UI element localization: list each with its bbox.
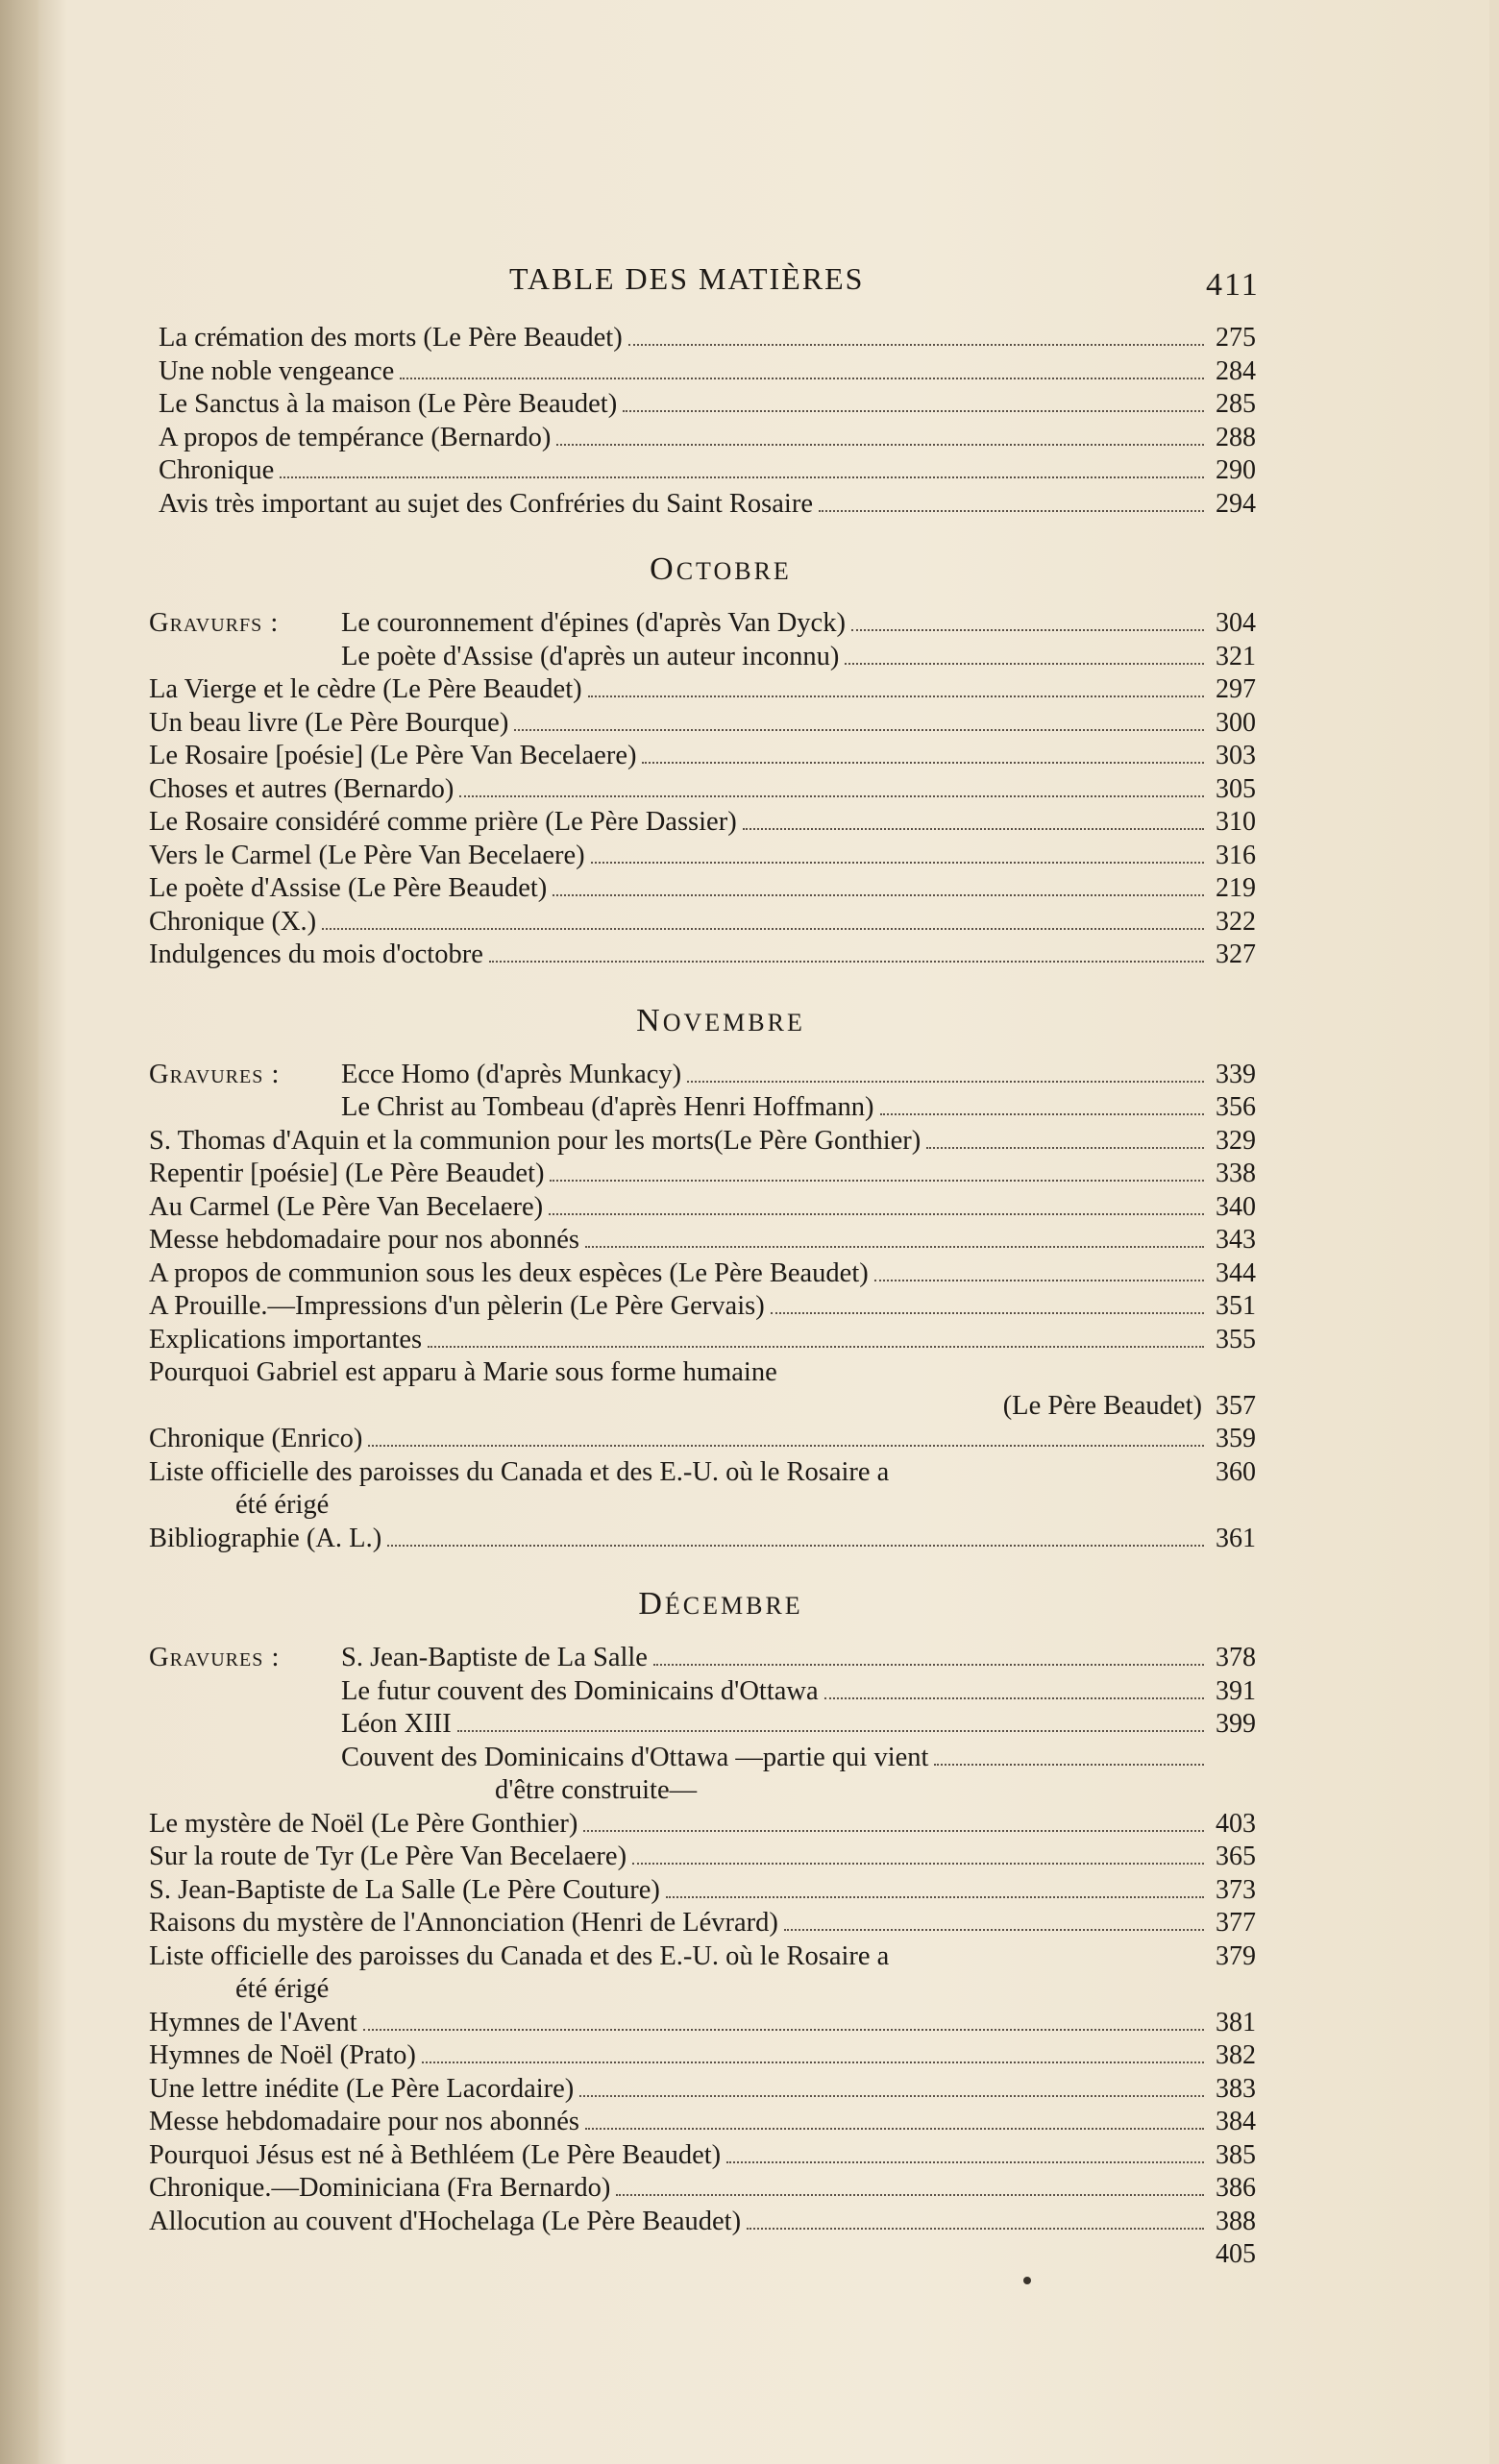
entry-title: Repentir [poésie] (Le Père Beaudet): [149, 1159, 545, 1188]
month-heading: [0, 1586, 1499, 1622]
toc-entry: [0, 1257, 1273, 1291]
entry-page-number: 321: [1216, 641, 1256, 671]
entry-page-number: 360: [1216, 1456, 1256, 1487]
dot-leader: [819, 510, 1204, 512]
dot-leader: [368, 1445, 1204, 1447]
entry-title: La crémation des morts (Le Père Beaudet): [159, 323, 623, 353]
dot-leader: [553, 894, 1204, 896]
entry-title: Bibliographie (A. L.): [149, 1523, 382, 1553]
entry-title: Chronique (Enrico): [149, 1424, 363, 1453]
toc-entry: [0, 840, 1273, 873]
dot-leader: [784, 1929, 1204, 1931]
dot-leader: [459, 795, 1204, 797]
dot-leader: [880, 1113, 1204, 1115]
entry-page-number: 403: [1216, 1808, 1256, 1839]
entry-title: S. Jean-Baptiste de La Salle: [341, 1643, 648, 1672]
toc-entry: [0, 707, 1273, 741]
entry-page-number: 356: [1216, 1092, 1256, 1122]
entry-page-number: 303: [1216, 741, 1256, 770]
dot-leader: [771, 1312, 1204, 1314]
entry-page-number: 305: [1216, 773, 1256, 804]
entry-page-number: 339: [1216, 1059, 1256, 1089]
entry-title: Le poète d'Assise (Le Père Beaudet): [149, 873, 548, 903]
entry-continuation: été érigé: [235, 1974, 330, 2004]
entry-title: Chronique: [159, 455, 275, 485]
entry-title: Liste officielle des paroisses du Canada et des E.-U. où le Rosaire a: [149, 1940, 890, 1971]
dot-leader: [934, 1764, 1204, 1766]
entry-title: S. Jean-Baptiste de La Salle (Le Père Couture): [149, 1874, 660, 1905]
entry-title: Raisons du mystère de l'Annonciation (Henri de Lévrard): [149, 1908, 778, 1938]
month-heading-rest: OVEMBRE: [662, 1008, 805, 1037]
entry-title: Le Rosaire considéré comme prière (Le Père Dassier): [149, 807, 737, 837]
entry-page-number: 344: [1216, 1257, 1256, 1288]
toc-body: [0, 322, 1499, 2272]
dot-leader: [322, 928, 1204, 930]
dot-leader: [428, 1346, 1204, 1348]
entry-title: Vers le Carmel (Le Père Van Becelaere): [149, 840, 585, 870]
entry-title: Hymnes de l'Avent: [149, 2007, 357, 2037]
toc-entry: [0, 806, 1273, 840]
dot-leader: [549, 1213, 1204, 1215]
entry-page-number: 377: [1216, 1908, 1256, 1938]
entry-title: Une lettre inédite (Le Père Lacordaire): [149, 2073, 575, 2104]
toc-entry: [0, 355, 1273, 389]
toc-entry: [0, 1841, 1273, 1874]
dot-leader: [422, 2061, 1204, 2063]
toc-entry: [0, 1940, 1273, 1974]
toc-entry: [0, 2206, 1273, 2239]
entry-page-number: 386: [1216, 2173, 1256, 2203]
dot-leader: [845, 663, 1204, 665]
entry-title: Chronique (X.): [149, 906, 317, 937]
entry-page-number: 275: [1216, 323, 1256, 353]
entry-page-number: 355: [1216, 1324, 1256, 1354]
entry-page-number: 361: [1216, 1523, 1256, 1553]
dot-leader: [666, 1896, 1204, 1898]
dot-leader: [579, 2095, 1204, 2097]
toc-entry: [0, 2172, 1273, 2206]
toc-entry: [0, 1423, 1273, 1456]
toc-entry: [0, 322, 1273, 355]
entry-page-number: 365: [1216, 1842, 1256, 1871]
entry-page-number: 373: [1216, 1874, 1256, 1905]
dot-leader: [747, 2228, 1204, 2230]
toc-entry: [0, 2007, 1273, 2040]
toc-entry: [0, 1158, 1273, 1191]
entry-title: Ecce Homo (d'après Munkacy): [341, 1059, 682, 1089]
toc-entry: [0, 939, 1273, 972]
dot-leader: [556, 444, 1204, 446]
entry-title: Avis très important au sujet des Confréries du Saint Rosaire: [159, 488, 813, 519]
section-septembre-tail: [0, 322, 1499, 521]
entry-title: Messe hebdomadaire pour nos abonnés: [149, 1225, 579, 1255]
dot-leader: [874, 1280, 1204, 1281]
dot-leader: [514, 729, 1204, 731]
entry-page-number: 399: [1216, 1709, 1256, 1739]
dot-leader: [642, 762, 1204, 764]
entry-title: Le Rosaire [poésie] (Le Père Van Becelaere): [149, 741, 637, 770]
entry-title: A propos de communion sous les deux espèces (Le Père Beaudet): [149, 1257, 869, 1288]
dot-leader: [824, 1697, 1204, 1699]
entry-title: Léon XIII: [341, 1709, 452, 1739]
dot-leader: [400, 378, 1204, 379]
entry-page-number: 310: [1216, 807, 1256, 837]
entry-page-number: 388: [1216, 2206, 1256, 2236]
toc-entry: [0, 488, 1273, 522]
gravures-label: Gravurfs :: [149, 608, 280, 638]
toc-entry-continuation: [0, 1489, 1499, 1523]
toc-entry: [0, 1456, 1273, 1490]
running-title: TABLE DES MATIÈRES: [509, 261, 865, 296]
month-heading-initial: N: [636, 1002, 663, 1038]
dot-leader: [851, 629, 1204, 631]
toc-entry: [0, 872, 1273, 906]
month-heading: [0, 551, 1499, 588]
toc-entry-continuation: [0, 1973, 1499, 2007]
entry-page-number: 359: [1216, 1424, 1256, 1453]
dot-leader: [583, 1830, 1204, 1832]
entry-page-number: 385: [1216, 2139, 1256, 2170]
entry-page-number: 340: [1216, 1191, 1256, 1222]
entry-page-number: 300: [1216, 707, 1256, 738]
dot-leader: [363, 2029, 1204, 2031]
entry-author: (Le Père Beaudet): [1002, 1390, 1202, 1421]
dot-leader: [623, 410, 1204, 412]
toc-entry: [0, 1356, 1499, 1390]
toc-entry: [0, 1642, 1273, 1675]
gravures-label: Gravures :: [149, 1643, 281, 1672]
entry-page-number: 327: [1216, 939, 1256, 969]
toc-entry: [0, 1290, 1273, 1324]
toc-entry: [0, 388, 1273, 422]
entry-title: Le mystère de Noël (Le Père Gonthier): [149, 1808, 578, 1839]
entry-title: Le futur couvent des Dominicains d'Ottawa: [341, 1675, 819, 1706]
toc-entry: [0, 1874, 1273, 1908]
toc-entry: [0, 906, 1273, 939]
section-novembre: [0, 1003, 1499, 1556]
toc-entry: [0, 2073, 1273, 2107]
entry-page-number: 378: [1216, 1643, 1256, 1672]
toc-entry: [0, 2139, 1273, 2173]
entry-page-number: 288: [1216, 422, 1256, 452]
toc-entry: [0, 2039, 1273, 2073]
entry-title: Hymnes de Noël (Prato): [149, 2040, 416, 2070]
entry-title: Le couronnement d'épines (d'après Van Dyck): [341, 608, 846, 638]
entry-page-number: 379: [1216, 1940, 1256, 1971]
toc-entry: [0, 1324, 1273, 1357]
dot-leader: [280, 476, 1204, 478]
entry-title: La Vierge et le cèdre (Le Père Beaudet): [149, 674, 582, 704]
entry-page-number: 304: [1216, 608, 1256, 638]
entry-page-number: 219: [1216, 873, 1256, 903]
entry-page-number: 391: [1216, 1675, 1256, 1706]
toc-entry: [0, 1742, 1273, 1775]
dot-leader: [632, 1863, 1204, 1865]
month-heading-rest: ÉCEMBRE: [664, 1592, 803, 1620]
dot-leader: [616, 2194, 1204, 2196]
toc-entry: [0, 1675, 1273, 1709]
entry-page-number: 329: [1216, 1125, 1256, 1156]
dot-leader: [585, 1246, 1204, 1248]
dot-leader: [588, 695, 1204, 697]
entry-page-number: 382: [1216, 2040, 1256, 2070]
entry-page-number: 384: [1216, 2107, 1256, 2136]
toc-entry: [0, 1708, 1273, 1742]
dot-leader: [457, 1730, 1204, 1732]
toc-entry: [0, 1125, 1273, 1159]
entry-continuation: été érigé: [235, 1490, 330, 1520]
entry-page-number: 294: [1216, 488, 1256, 519]
month-heading-initial: O: [650, 551, 676, 587]
entry-title: Explications importantes: [149, 1324, 423, 1354]
month-heading-rest: CTOBRE: [676, 557, 792, 585]
entry-page-number: 383: [1216, 2073, 1256, 2104]
dot-leader: [687, 1081, 1204, 1083]
toc-entry: [0, 1224, 1273, 1257]
dot-leader: [489, 961, 1204, 963]
entry-title: Une noble vengeance: [159, 355, 395, 386]
toc-entry: [0, 1523, 1273, 1556]
entry-title: Messe hebdomadaire pour nos abonnés: [149, 2107, 579, 2136]
dot-leader: [726, 2161, 1204, 2163]
dot-leader: [653, 1664, 1204, 1666]
entry-title: Le poète d'Assise (d'après un auteur inconnu): [341, 641, 840, 671]
ink-dot: [1023, 2277, 1031, 2284]
dot-leader: [585, 2128, 1204, 2130]
entry-page-number: 338: [1216, 1159, 1256, 1188]
entry-title: Choses et autres (Bernardo): [149, 773, 455, 804]
entry-page-number: 381: [1216, 2007, 1256, 2037]
entry-title: Sur la route de Tyr (Le Père Van Becelaere): [149, 1842, 627, 1871]
entry-page-number: 316: [1216, 840, 1256, 870]
entry-title: Au Carmel (Le Père Van Becelaere): [149, 1191, 544, 1222]
dot-leader: [926, 1147, 1204, 1149]
entry-page-number: 285: [1216, 389, 1256, 419]
toc-entry: [0, 1907, 1273, 1940]
entry-page-number: 290: [1216, 455, 1256, 485]
toc-entry: [0, 1059, 1273, 1092]
dot-leader: [743, 828, 1204, 830]
dot-leader: [591, 862, 1204, 864]
entry-title: A Prouille.—Impressions d'un pèlerin (Le Père Gervais): [149, 1291, 765, 1321]
toc-entry: [0, 740, 1273, 773]
entry-title: Liste officielle des paroisses du Canada et des E.-U. où le Rosaire a: [149, 1456, 890, 1487]
dot-leader: [550, 1180, 1204, 1182]
month-heading-initial: D: [638, 1586, 665, 1622]
toc-entry: [0, 1191, 1273, 1225]
dot-leader: [387, 1545, 1204, 1547]
entry-title: Indulgences du mois d'octobre: [149, 939, 483, 969]
section-octobre: [0, 551, 1499, 972]
toc-entry: [0, 454, 1273, 488]
toc-entry: [0, 773, 1273, 807]
entry-title: Pourquoi Gabriel est apparu à Marie sous forme humaine: [149, 1357, 777, 1387]
toc-entry: [0, 2238, 1273, 2272]
entry-page-number: 351: [1216, 1291, 1256, 1321]
toc-entry-continuation: [0, 1774, 1499, 1808]
toc-entry: [0, 641, 1273, 674]
entry-page-number: 405: [1216, 2239, 1256, 2269]
toc-entry: [0, 422, 1273, 455]
entry-continuation: d'être construite—: [495, 1775, 698, 1805]
entry-title: S. Thomas d'Aquin et la communion pour les morts(Le Père Gonthier): [149, 1125, 922, 1156]
toc-entry: [0, 2106, 1273, 2139]
dot-leader: [628, 344, 1204, 346]
toc-entry: [0, 1091, 1273, 1125]
entry-title: A propos de tempérance (Bernardo): [159, 422, 552, 452]
entry-page-number: 284: [1216, 355, 1256, 386]
gravures-label: Gravures :: [149, 1059, 281, 1089]
toc-entry: [0, 1808, 1273, 1842]
entry-page-number: 343: [1216, 1225, 1256, 1255]
entry-page-number: 297: [1216, 674, 1256, 704]
toc-entry-continuation: [0, 1390, 1273, 1424]
entry-page-number: 322: [1216, 906, 1256, 937]
toc-entry: [0, 607, 1273, 641]
entry-title: Couvent des Dominicains d'Ottawa —partie qui vient: [341, 1742, 929, 1772]
entry-title: Le Christ au Tombeau (d'après Henri Hoffmann): [341, 1092, 874, 1122]
toc-entry: [0, 673, 1273, 707]
entry-title: Allocution au couvent d'Hochelaga (Le Père Beaudet): [149, 2206, 742, 2236]
page-number: 411: [1206, 267, 1260, 303]
entry-title: Un beau livre (Le Père Bourque): [149, 707, 509, 738]
entry-title: Chronique.—Dominiciana (Fra Bernardo): [149, 2173, 611, 2203]
page-header: [0, 261, 1499, 309]
entry-page-number: 357: [1216, 1390, 1256, 1421]
entry-title: Le Sanctus à la maison (Le Père Beaudet): [159, 389, 618, 419]
month-heading: [0, 1003, 1499, 1039]
entry-title: Pourquoi Jésus est né à Bethléem (Le Père Beaudet): [149, 2139, 722, 2170]
section-decembre: [0, 1586, 1499, 2272]
